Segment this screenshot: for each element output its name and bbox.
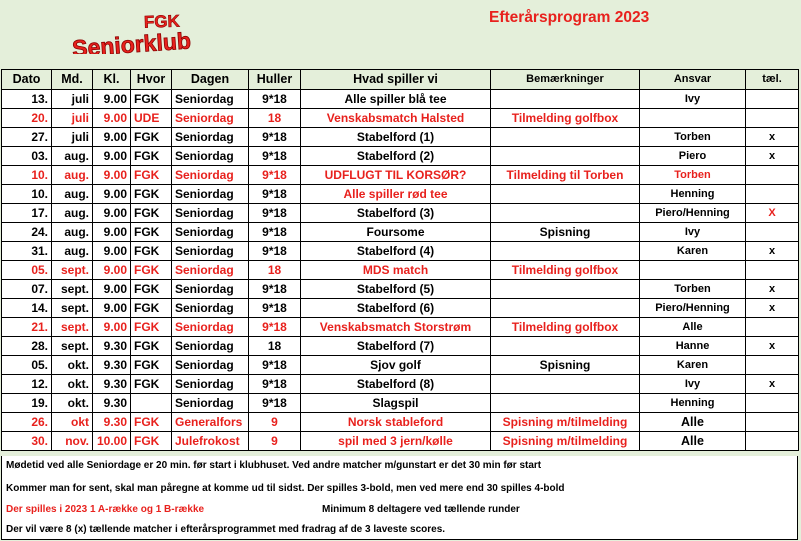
cell-dagen: Seniordag <box>172 261 249 280</box>
cell-ansvar: Hanne <box>640 337 746 356</box>
cell-md: aug. <box>52 242 93 261</box>
cell-huller: 9*18 <box>249 223 301 242</box>
table-row <box>2 242 799 261</box>
table-row <box>2 356 799 375</box>
cell-hvor: FGK <box>131 432 172 451</box>
cell-hvor: FGK <box>131 261 172 280</box>
cell-md: sept. <box>52 299 93 318</box>
table-row <box>2 90 799 109</box>
cell-huller: 9*18 <box>249 356 301 375</box>
cell-md: sept. <box>52 318 93 337</box>
cell-hvad: Alle spiller blå tee <box>301 90 491 109</box>
cell-kl: 9.30 <box>93 375 131 394</box>
cell-tael <box>746 90 799 109</box>
cell-ansvar: Ivy <box>640 375 746 394</box>
cell-bem: Tilmelding golfbox <box>491 109 640 128</box>
cell-dagen: Seniordag <box>172 299 249 318</box>
cell-hvor: FGK <box>131 375 172 394</box>
cell-md: okt. <box>52 394 93 413</box>
cell-dagen: Seniordag <box>172 280 249 299</box>
cell-bem <box>491 299 640 318</box>
logo-line1: FGK <box>143 11 181 32</box>
cell-hvad: Norsk stableford <box>301 413 491 432</box>
cell-tael: x <box>746 128 799 147</box>
cell-md: sept. <box>52 337 93 356</box>
cell-dato: 10. <box>2 166 52 185</box>
cell-kl: 9.00 <box>93 280 131 299</box>
cell-md: aug. <box>52 223 93 242</box>
cell-hvor <box>131 394 172 413</box>
cell-kl: 9.00 <box>93 128 131 147</box>
cell-md: nov. <box>52 432 93 451</box>
notes-box <box>1 456 798 540</box>
cell-hvor: FGK <box>131 280 172 299</box>
cell-tael <box>746 185 799 204</box>
cell-tael <box>746 318 799 337</box>
note-late-arrival: Kommer man for sent, skal man påregne at komme ud til sidst. Der spilles 3-bold, men ved mere end 30 spilles 4-bold <box>6 483 565 494</box>
cell-huller: 9*18 <box>249 299 301 318</box>
cell-md: okt <box>52 413 93 432</box>
cell-huller: 9*18 <box>249 166 301 185</box>
cell-huller: 9*18 <box>249 375 301 394</box>
cell-md: juli <box>52 109 93 128</box>
cell-hvad: Alle spiller rød tee <box>301 185 491 204</box>
cell-kl: 9.00 <box>93 242 131 261</box>
cell-bem <box>491 147 640 166</box>
cell-tael <box>746 223 799 242</box>
cell-dato: 31. <box>2 242 52 261</box>
table-row <box>2 147 799 166</box>
cell-dagen: Generalfors <box>172 413 249 432</box>
column-header: Hvor <box>131 70 172 90</box>
cell-kl: 9.00 <box>93 261 131 280</box>
cell-dagen: Seniordag <box>172 147 249 166</box>
cell-dagen: Seniordag <box>172 375 249 394</box>
cell-kl: 10.00 <box>93 432 131 451</box>
table-row <box>2 204 799 223</box>
cell-kl: 9.00 <box>93 318 131 337</box>
cell-hvad: Sjov golf <box>301 356 491 375</box>
cell-hvad: Stabelford (4) <box>301 242 491 261</box>
cell-bem: Tilmelding golfbox <box>491 261 640 280</box>
cell-md: aug. <box>52 166 93 185</box>
cell-dato: 30. <box>2 432 52 451</box>
cell-hvad: Stabelford (8) <box>301 375 491 394</box>
table-row <box>2 318 799 337</box>
cell-ansvar: Alle <box>640 432 746 451</box>
cell-huller: 9*18 <box>249 318 301 337</box>
cell-bem <box>491 90 640 109</box>
cell-dato: 13. <box>2 90 52 109</box>
cell-hvad: Stabelford (6) <box>301 299 491 318</box>
note-counting: Der vil være 8 (x) tællende matcher i efterårsprogrammet med fradrag af de 3 laveste scores. <box>6 524 446 535</box>
cell-hvor: FGK <box>131 90 172 109</box>
note-meeting-time: Mødetid ved alle Seniordage er 20 min. før start i klubhuset. Ved andre matcher m/gunstart er det 30 min før start <box>6 460 542 471</box>
table-row <box>2 394 799 413</box>
cell-huller: 9*18 <box>249 242 301 261</box>
cell-md: aug. <box>52 204 93 223</box>
cell-hvor: FGK <box>131 204 172 223</box>
cell-kl: 9.00 <box>93 204 131 223</box>
cell-ansvar: Piero/Henning <box>640 204 746 223</box>
cell-huller: 9 <box>249 432 301 451</box>
cell-ansvar: Piero <box>640 147 746 166</box>
cell-huller: 18 <box>249 261 301 280</box>
column-header: tæl. <box>746 70 799 90</box>
column-header: Bemærkninger <box>491 70 640 90</box>
cell-md: sept. <box>52 261 93 280</box>
column-header: Hvad spiller vi <box>301 70 491 90</box>
program-table <box>1 69 799 451</box>
cell-hvad: MDS match <box>301 261 491 280</box>
cell-bem <box>491 242 640 261</box>
cell-ansvar: Karen <box>640 356 746 375</box>
cell-bem: Spisning m/tilmelding <box>491 432 640 451</box>
cell-hvad: UDFLUGT TIL KORSØR? <box>301 166 491 185</box>
cell-ansvar: Henning <box>640 394 746 413</box>
cell-huller: 9*18 <box>249 90 301 109</box>
cell-hvor: FGK <box>131 299 172 318</box>
cell-dagen: Seniordag <box>172 318 249 337</box>
cell-dagen: Seniordag <box>172 109 249 128</box>
table-row <box>2 375 799 394</box>
fgk-seniorklub-logo <box>66 10 286 54</box>
table-row <box>2 128 799 147</box>
cell-huller: 18 <box>249 109 301 128</box>
column-header: Ansvar <box>640 70 746 90</box>
cell-hvad: Stabelford (3) <box>301 204 491 223</box>
cell-dagen: Seniordag <box>172 337 249 356</box>
column-header: Md. <box>52 70 93 90</box>
table-header-row <box>2 70 799 90</box>
cell-ansvar: Ivy <box>640 90 746 109</box>
cell-hvor: UDE <box>131 109 172 128</box>
cell-md: juli <box>52 128 93 147</box>
cell-ansvar <box>640 261 746 280</box>
note-minimum: Minimum 8 deltagere ved tællende runder <box>322 504 520 515</box>
column-header: Huller <box>249 70 301 90</box>
column-header: Dato <box>2 70 52 90</box>
cell-tael: x <box>746 299 799 318</box>
cell-ansvar: Alle <box>640 413 746 432</box>
cell-dagen: Seniordag <box>172 90 249 109</box>
table-row <box>2 337 799 356</box>
cell-bem <box>491 375 640 394</box>
cell-hvad: Stabelford (7) <box>301 337 491 356</box>
cell-ansvar: Torben <box>640 280 746 299</box>
cell-dagen: Seniordag <box>172 242 249 261</box>
cell-bem <box>491 280 640 299</box>
cell-ansvar: Ivy <box>640 223 746 242</box>
table-row <box>2 261 799 280</box>
cell-kl: 9.00 <box>93 147 131 166</box>
cell-dagen: Seniordag <box>172 128 249 147</box>
cell-dato: 03. <box>2 147 52 166</box>
cell-bem <box>491 128 640 147</box>
cell-hvor: FGK <box>131 128 172 147</box>
cell-hvor: FGK <box>131 337 172 356</box>
cell-dagen: Julefrokost <box>172 432 249 451</box>
cell-dato: 28. <box>2 337 52 356</box>
cell-hvor: FGK <box>131 185 172 204</box>
cell-hvad: Foursome <box>301 223 491 242</box>
cell-tael <box>746 166 799 185</box>
cell-md: juli <box>52 90 93 109</box>
cell-dagen: Seniordag <box>172 356 249 375</box>
cell-tael: x <box>746 147 799 166</box>
cell-bem <box>491 185 640 204</box>
cell-hvad: Stabelford (5) <box>301 280 491 299</box>
cell-kl: 9.00 <box>93 299 131 318</box>
cell-huller: 9*18 <box>249 185 301 204</box>
cell-huller: 9*18 <box>249 147 301 166</box>
cell-dato: 05. <box>2 356 52 375</box>
cell-md: sept. <box>52 280 93 299</box>
cell-hvad: Slagspil <box>301 394 491 413</box>
cell-kl: 9.00 <box>93 223 131 242</box>
cell-md: okt. <box>52 375 93 394</box>
cell-hvad: Venskabsmatch Storstrøm <box>301 318 491 337</box>
cell-huller: 9*18 <box>249 128 301 147</box>
cell-dato: 12. <box>2 375 52 394</box>
cell-tael: x <box>746 242 799 261</box>
table-row <box>2 223 799 242</box>
cell-dagen: Seniordag <box>172 394 249 413</box>
cell-bem <box>491 337 640 356</box>
cell-bem <box>491 394 640 413</box>
cell-ansvar: Henning <box>640 185 746 204</box>
cell-bem: Spisning <box>491 356 640 375</box>
table-row <box>2 432 799 451</box>
cell-dato: 26. <box>2 413 52 432</box>
table-row <box>2 185 799 204</box>
cell-tael <box>746 261 799 280</box>
cell-bem: Tilmelding golfbox <box>491 318 640 337</box>
cell-kl: 9.00 <box>93 166 131 185</box>
cell-huller: 9 <box>249 413 301 432</box>
cell-bem: Spisning <box>491 223 640 242</box>
cell-kl: 9.30 <box>93 356 131 375</box>
cell-bem <box>491 204 640 223</box>
cell-kl: 9.00 <box>93 90 131 109</box>
cell-ansvar: Piero/Henning <box>640 299 746 318</box>
cell-hvad: spil med 3 jern/kølle <box>301 432 491 451</box>
cell-tael: x <box>746 337 799 356</box>
cell-dato: 10. <box>2 185 52 204</box>
cell-hvad: Stabelford (2) <box>301 147 491 166</box>
cell-huller: 9*18 <box>249 280 301 299</box>
cell-dato: 24. <box>2 223 52 242</box>
cell-kl: 9.00 <box>93 185 131 204</box>
cell-dato: 19. <box>2 394 52 413</box>
cell-huller: 9*18 <box>249 204 301 223</box>
cell-ansvar: Torben <box>640 166 746 185</box>
cell-tael <box>746 356 799 375</box>
cell-huller: 18 <box>249 337 301 356</box>
cell-tael <box>746 109 799 128</box>
cell-tael <box>746 432 799 451</box>
cell-hvor: FGK <box>131 356 172 375</box>
cell-md: aug. <box>52 147 93 166</box>
cell-bem: Spisning m/tilmelding <box>491 413 640 432</box>
program-title: Efterårsprogram 2023 <box>489 9 650 26</box>
cell-dato: 21. <box>2 318 52 337</box>
cell-dato: 27. <box>2 128 52 147</box>
cell-hvad: Stabelford (1) <box>301 128 491 147</box>
cell-bem: Tilmelding til Torben <box>491 166 640 185</box>
cell-dato: 20. <box>2 109 52 128</box>
cell-ansvar: Alle <box>640 318 746 337</box>
cell-tael <box>746 394 799 413</box>
cell-dato: 07. <box>2 280 52 299</box>
cell-md: aug. <box>52 185 93 204</box>
cell-dato: 17. <box>2 204 52 223</box>
cell-huller: 9*18 <box>249 394 301 413</box>
cell-tael <box>746 413 799 432</box>
cell-dato: 14. <box>2 299 52 318</box>
cell-hvor: FGK <box>131 147 172 166</box>
cell-dato: 05. <box>2 261 52 280</box>
note-rows: Der spilles i 2023 1 A-række og 1 B-række <box>6 504 205 515</box>
cell-kl: 9.30 <box>93 337 131 356</box>
cell-ansvar: Torben <box>640 128 746 147</box>
cell-ansvar <box>640 109 746 128</box>
cell-kl: 9.30 <box>93 413 131 432</box>
table-row <box>2 280 799 299</box>
cell-hvad: Venskabsmatch Halsted <box>301 109 491 128</box>
cell-kl: 9.30 <box>93 394 131 413</box>
cell-dagen: Seniordag <box>172 223 249 242</box>
cell-dagen: Seniordag <box>172 166 249 185</box>
column-header: Kl. <box>93 70 131 90</box>
cell-ansvar: Karen <box>640 242 746 261</box>
cell-hvor: FGK <box>131 318 172 337</box>
cell-kl: 9.00 <box>93 109 131 128</box>
logo-line2: Seniorklub <box>71 27 192 54</box>
table-row <box>2 109 799 128</box>
cell-tael: X <box>746 204 799 223</box>
column-header: Dagen <box>172 70 249 90</box>
cell-md: okt. <box>52 356 93 375</box>
cell-dagen: Seniordag <box>172 204 249 223</box>
cell-hvor: FGK <box>131 413 172 432</box>
cell-hvor: FGK <box>131 242 172 261</box>
cell-hvor: FGK <box>131 166 172 185</box>
table-row <box>2 299 799 318</box>
cell-dagen: Seniordag <box>172 185 249 204</box>
table-row <box>2 413 799 432</box>
cell-tael: x <box>746 280 799 299</box>
cell-tael: x <box>746 375 799 394</box>
cell-hvor: FGK <box>131 223 172 242</box>
table-row <box>2 166 799 185</box>
